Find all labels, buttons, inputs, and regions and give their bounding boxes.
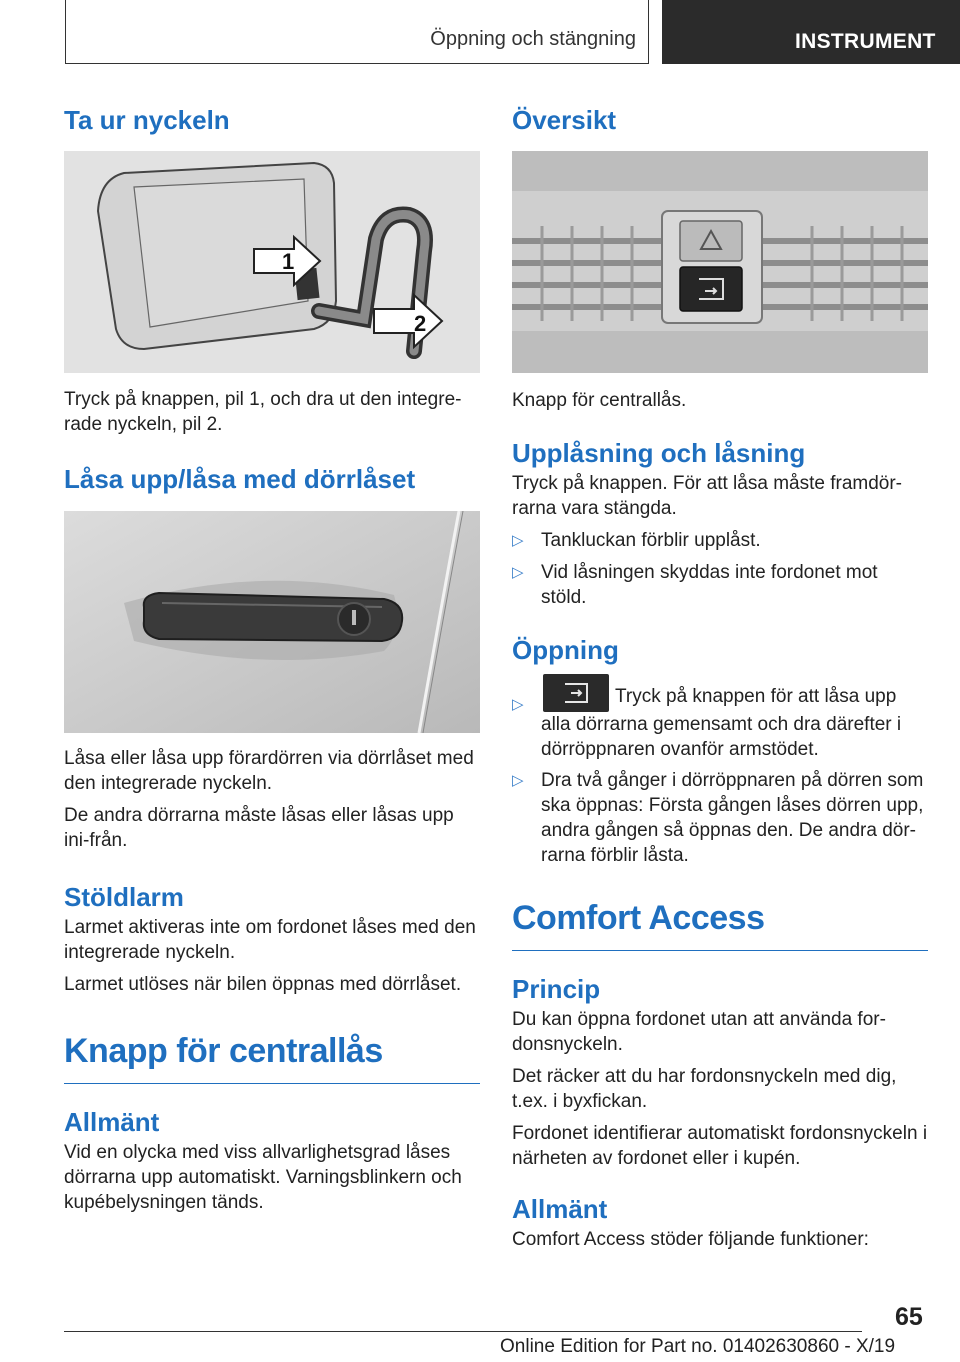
heading-door-lock: Låsa upp/låsa med dörrlåset xyxy=(64,464,416,494)
paragraph-alarm-2: Larmet utlöses när bilen öppnas med dörrlåset. xyxy=(64,974,462,995)
paragraph-alarm-1: Larmet aktiveras inte om fordonet låses med den integrerade nyckeln. xyxy=(64,917,476,963)
footer-edition: Online Edition for Part no. 01402630860 - X/19 xyxy=(500,1336,896,1357)
paragraph-principle-3: Fordonet identifierar automatiskt fordonsnyckeln i närheten av fordonet eller i kupén. xyxy=(512,1123,928,1169)
triangle-bullet-icon: ▷ xyxy=(512,696,524,713)
heading-general-right: Allmänt xyxy=(512,1194,608,1224)
list-item-text: Tankluckan förblir upplåst. xyxy=(541,530,761,551)
list-item-text: Tryck på knappen för att låsa upp alla dörrarna gemensamt och dra därefter i dörröppnaren ovanför armstödet. xyxy=(541,686,902,760)
caption-central-lock: Knapp för centrallås. xyxy=(512,390,687,411)
page-header xyxy=(0,0,960,66)
left-column xyxy=(64,100,480,1215)
heading-anti-theft-alarm: Stöldlarm xyxy=(64,882,184,912)
image-central-lock-button xyxy=(512,151,928,373)
footer-rule xyxy=(64,1331,862,1332)
arrow-2-label: 2 xyxy=(414,311,427,336)
heading-opening: Öppning xyxy=(512,635,619,665)
triangle-bullet-icon: ▷ xyxy=(512,564,524,581)
list-item-text: Dra två gånger i dörröppnaren på dörren som ska öppnas: Första gången låses dörren upp, andra gången så öppnas den. De andra dör-rarna förblir låsta. xyxy=(541,770,924,866)
heading-overview: Översikt xyxy=(512,105,617,135)
hazard-button xyxy=(680,221,742,261)
paragraph-general-right: Comfort Access stöder följande funktioner: xyxy=(512,1229,869,1250)
central-lock-button-icon xyxy=(543,674,609,712)
door-handle-illustration xyxy=(64,511,480,733)
list-item-text: Vid låsningen skyddas inte fordonet mot stöld. xyxy=(541,562,878,608)
paragraph-general-left: Vid en olycka med viss allvarlighetsgrad låses dörrarna upp automatiskt. Varningsblinkern och kupébelysningen tänds. xyxy=(64,1142,462,1213)
list-item xyxy=(512,528,928,553)
image-key-fob xyxy=(64,151,480,373)
heading-central-lock-button: Knapp för centrallås xyxy=(64,1032,383,1070)
dashboard-vent-illustration xyxy=(512,151,928,373)
paragraph-unlock-lock: Tryck på knappen. För att låsa måste framdör-rarna vara stängda. xyxy=(512,473,903,519)
heading-rule xyxy=(512,950,928,951)
right-column xyxy=(512,100,928,1252)
header-section-title: Öppning och stängning xyxy=(430,28,636,50)
paragraph-door-lock-2: De andra dörrarna måste låsas eller låsas upp ini-från. xyxy=(64,805,454,851)
heading-rule xyxy=(64,1083,480,1084)
paragraph-remove-key: Tryck på knappen, pil 1, och dra ut den integre-rade nyckeln, pil 2. xyxy=(64,389,462,435)
heading-comfort-access: Comfort Access xyxy=(512,899,765,937)
list-item xyxy=(512,674,928,762)
list-item xyxy=(512,768,928,868)
heading-general-left: Allmänt xyxy=(64,1107,160,1137)
triangle-bullet-icon: ▷ xyxy=(512,772,524,789)
page-number: 65 xyxy=(895,1303,923,1331)
central-lock-button xyxy=(680,267,742,311)
paragraph-door-lock-1: Låsa eller låsa upp förardörren via dörrlåset med den integrerade nyckeln. xyxy=(64,748,474,794)
heading-unlock-lock: Upplåsning och låsning xyxy=(512,438,806,468)
triangle-bullet-icon: ▷ xyxy=(512,532,524,549)
key-fob-illustration xyxy=(64,151,480,373)
list-item xyxy=(512,560,928,610)
heading-principle: Princip xyxy=(512,974,601,1004)
paragraph-principle-2: Det räcker att du har fordonsnyckeln med dig, t.ex. i byxfickan. xyxy=(512,1066,897,1112)
paragraph-principle-1: Du kan öppna fordonet utan att använda for-donsnyckeln. xyxy=(512,1009,886,1055)
arrow-1-label: 1 xyxy=(282,249,295,274)
heading-remove-key: Ta ur nyckeln xyxy=(64,105,230,135)
header-chapter-tab[interactable]: INSTRUMENT xyxy=(662,0,960,64)
image-door-handle xyxy=(64,511,480,733)
